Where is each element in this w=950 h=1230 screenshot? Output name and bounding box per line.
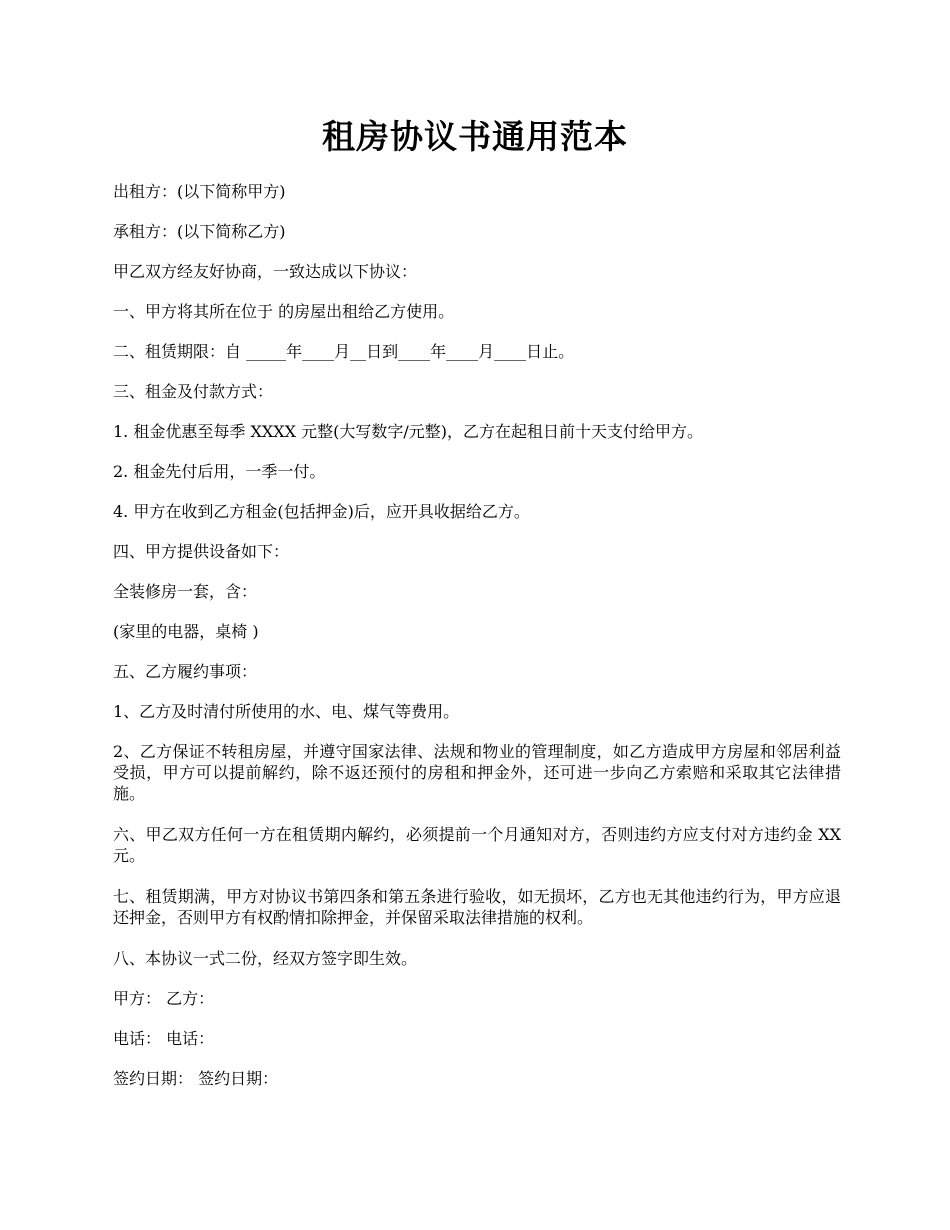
document-title: 租房协议书通用范本: [322, 117, 628, 156]
clause-3-item-4: 4. 甲方在收到乙方租金(包括押金)后，应开具收据给乙方。: [113, 502, 530, 521]
lessee-line: 承租方：(以下简称乙方): [113, 222, 286, 241]
clause-3-heading: 三、租金及付款方式：: [113, 382, 274, 401]
signature-parties: 甲方： 乙方：: [113, 989, 215, 1008]
clause-4-heading: 四、甲方提供设备如下：: [113, 542, 290, 561]
lessor-line: 出租方：(以下简称甲方): [113, 182, 286, 201]
clause-5-item-2: 2、乙方保证不转租房屋，并遵守国家法律、法规和物业的管理制度，如乙方造成甲方房屋和邻居利益受损，甲方可以提前解约，除不返还预付的房租和押金外，还可进一步向乙方索赔和采取其它法律措施。: [113, 742, 841, 803]
document-body: [113, 181, 841, 1108]
clause-5-item-1: 1、乙方及时清付所使用的水、电、煤气等费用。: [113, 702, 460, 721]
clause-5-heading: 五、乙方履约事项：: [113, 662, 258, 681]
clause-3-item-2: 2. 租金先付后用，一季一付。: [113, 462, 326, 481]
signature-dates: 签约日期： 签约日期：: [113, 1069, 279, 1088]
clause-4-note: (家里的电器，桌椅 ): [113, 622, 259, 641]
clause-6: 六、甲乙双方任何一方在租赁期内解约，必须提前一个月通知对方，否则违约方应支付对方违约金 XX 元。: [113, 825, 841, 865]
clause-8: 八、本协议一式二份，经双方签字即生效。: [113, 949, 418, 968]
agreement-intro: 甲乙双方经友好协商，一致达成以下协议：: [113, 262, 418, 281]
clause-2-lease-term: 二、租赁期限：自 _____年____月__日到____年____月____日止。: [113, 342, 575, 361]
clause-1: 一、甲方将其所在位于 的房屋出租给乙方使用。: [113, 302, 455, 321]
clause-7: 七、租赁期满，甲方对协议书第四条和第五条进行验收，如无损坏，乙方也无其他违约行为，甲方应退还押金，否则甲方有权酌情扣除押金，并保留采取法律措施的权利。: [113, 887, 841, 927]
signature-phones: 电话： 电话：: [113, 1029, 215, 1048]
clause-3-item-1: 1. 租金优惠至每季 XXXX 元整(大写数字/元整)，乙方在起租日前十天支付给甲方。: [113, 422, 703, 441]
clause-4-item: 全装修房一套，含：: [113, 582, 258, 601]
